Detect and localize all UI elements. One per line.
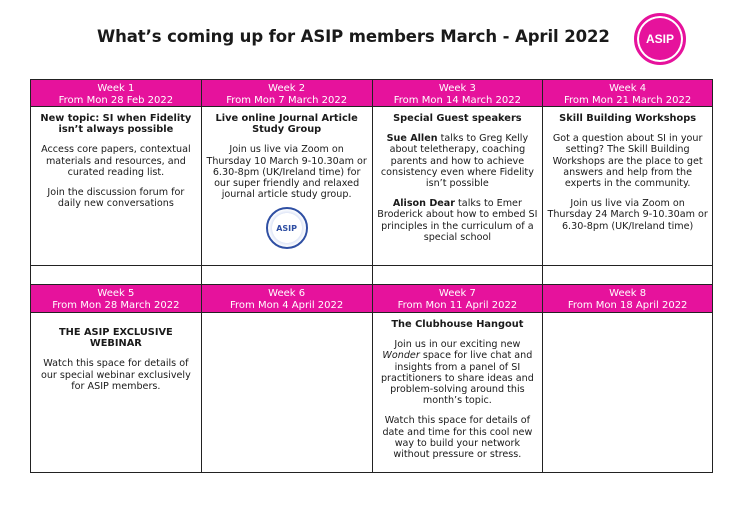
cell-text: talks to Greg Kelly about teletherapy, coaching parents and how to achieve consistency even where Fidelity isn’t possible — [380, 133, 534, 190]
week-6-content — [202, 313, 373, 473]
cell-text: Join us live via Zoom on Thursday 10 March 9-10.30am or 6.30-8pm (UK/Ireland time) for our super friendly and relaxed journal article study group. — [206, 144, 367, 201]
cell-heading: New topic: SI when Fidelity isn’t always possible — [40, 113, 192, 136]
cell-heading: Skill Building Workshops — [559, 113, 697, 124]
week-7-content — [373, 313, 544, 473]
speaker-name: Alison Dear — [392, 198, 455, 210]
week-7-header — [373, 285, 544, 313]
week-6-header — [202, 285, 373, 313]
week-header-row — [30, 285, 713, 313]
week-date: From Mon 28 March 2022 — [52, 300, 180, 311]
cell-text: Join the discussion forum for daily new conversations — [47, 187, 185, 210]
week-3-content — [373, 107, 544, 265]
cell-text: Join us live via Zoom on Thursday 24 March 9-10.30am or 6.30-8pm (UK/Ireland time) — [547, 198, 708, 232]
week-date: From Mon 7 March 2022 — [226, 95, 348, 106]
cell-text: Join us in our exciting new — [394, 339, 521, 351]
cell-heading: The Clubhouse Hangout — [391, 319, 524, 330]
week-content-row — [30, 107, 713, 265]
week-label: Week 3 — [438, 83, 476, 94]
week-8-header — [543, 285, 713, 313]
cell-text: talks to Emer Broderick about how to embed SI principles in the curriculum of a special school — [377, 198, 538, 243]
week-5-header — [31, 285, 202, 313]
week-date: From Mon 11 April 2022 — [397, 300, 518, 311]
spacer-row — [30, 265, 713, 285]
cell-heading: Special Guest speakers — [393, 113, 522, 124]
cell-text: Watch this space for details of date and time for this cool new way to build your network without pressure or stress. — [382, 415, 533, 461]
week-date: From Mon 28 Feb 2022 — [58, 95, 174, 106]
week-date: From Mon 14 March 2022 — [393, 95, 521, 106]
cell-text: Got a question about SI in your setting? The Skill Building Workshops are the place to get answers and help from the experts in the community. — [552, 133, 703, 190]
page-title: What’s coming up for ASIP members March - April 2022 — [97, 27, 610, 46]
cell-text: Access core papers, contextual materials and resources, and curated reading list. — [41, 144, 191, 178]
week-header-row — [30, 79, 713, 107]
week-2-header — [202, 79, 373, 107]
week-label: Week 6 — [268, 288, 306, 299]
week-5-content — [31, 313, 202, 473]
week-label: Week 4 — [609, 83, 647, 94]
journal-club-badge: ASIP — [266, 207, 308, 249]
cell-heading: THE ASIP EXCLUSIVE WEBINAR — [58, 327, 173, 350]
speaker-name: Sue Allen — [386, 133, 438, 145]
cell-text: Watch this space for details of our special webinar exclusively for ASIP members. — [40, 358, 191, 392]
week-label: Week 7 — [438, 288, 476, 299]
week-8-content — [543, 313, 713, 473]
week-3-header — [373, 79, 544, 107]
week-1-header — [31, 79, 202, 107]
week-date: From Mon 4 April 2022 — [230, 300, 344, 311]
week-label: Week 5 — [97, 288, 135, 299]
week-2-content — [202, 107, 373, 265]
week-label: Week 8 — [609, 288, 647, 299]
cell-heading: Live online Journal Article Study Group — [215, 113, 358, 136]
asip-logo: ASIP — [634, 13, 686, 65]
week-label: Week 1 — [97, 83, 135, 94]
week-label: Week 2 — [268, 83, 306, 94]
week-4-content — [543, 107, 713, 265]
week-1-content — [31, 107, 202, 265]
week-date: From Mon 21 March 2022 — [564, 95, 692, 106]
schedule-table — [30, 79, 713, 473]
cell-text: space for live chat and insights from a panel of SI practitioners to share ideas and problem-solving around this month’s topic. — [380, 350, 534, 407]
week-content-row — [30, 313, 713, 473]
week-4-header — [543, 79, 713, 107]
cell-text-emphasis: Wonder — [382, 350, 420, 362]
week-date: From Mon 18 April 2022 — [567, 300, 688, 311]
